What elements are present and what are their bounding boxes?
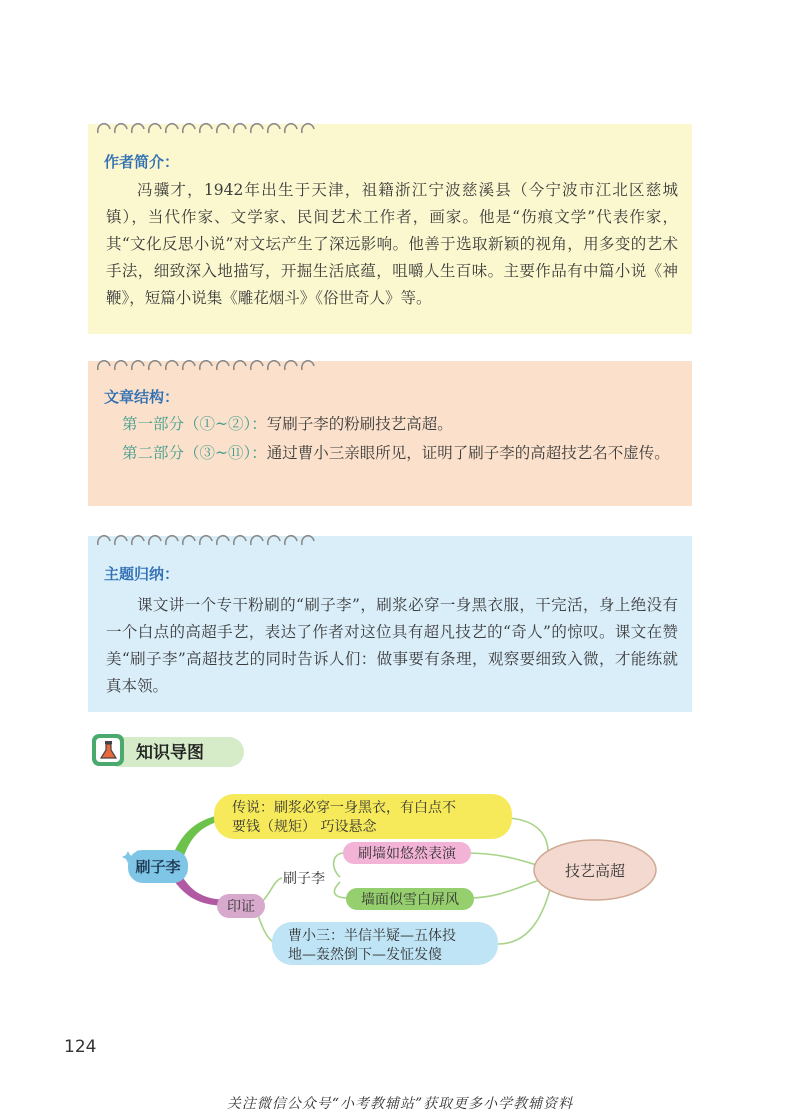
author-intro-heading: 作者简介： — [104, 153, 180, 171]
author-intro-paragraph: 冯骥才，1942年出生于天津，祖籍浙江宁波慈溪县（今宁波市江北区慈城镇），当代作家、文学家、民间艺术工作者，画家。他是“伤痕文学”代表作家，其“文化反思小说”对文坛产生了深远影响。他善于选取新颖的视角，用多变的艺术手法，细致深入地描写，开掘生活底蕴，咀嚼人生百味。主要作品有中篇小说《神鞭》，短篇小说集《雕花烟斗》《俗世奇人》等。 — [106, 181, 678, 307]
part-1-text: 写刷子李的粉刷技艺高超。 — [266, 415, 453, 433]
part-1-label: 第一部分（①~②）： — [122, 415, 267, 433]
skill-node-label: 技艺高超 — [564, 862, 626, 880]
center-node-label: 刷子李 — [135, 858, 181, 876]
caoxiaosan-line-1: 曹小三：半信半疑—五体投 — [288, 928, 456, 944]
structure-heading: 文章结构： — [104, 388, 180, 406]
part-2-label: 第二部分（③~⑪）： — [122, 444, 267, 462]
legend-node-line-1: 传说：刷浆必穿一身黑衣，有白点不 — [232, 800, 456, 816]
sub-top-label: 刷墙如悠然表演 — [358, 846, 456, 862]
footer-note: 关注微信公众号“小考教辅站”获取更多小学教辅资料 — [226, 1096, 574, 1112]
legend-node-line-2: 要钱（规矩） 巧设悬念 — [232, 819, 377, 835]
theme-paragraph: 课文讲一个专干粉刷的“刷子李”，刷浆必穿一身黑衣服，干完活，身上绝没有一个白点的高超手艺，表达了作者对这位具有超凡技艺的“奇人”的惊叹。课文在赞美“刷子李”高超技艺的同时告诉人们：做事要有条理，观察要细致入微，才能练就真本领。 — [106, 596, 678, 695]
page-number: 124 — [64, 1037, 97, 1057]
sub-center-label: 刷子李 — [283, 871, 325, 887]
caoxiaosan-line-2: 地—轰然倒下—发怔发傻 — [288, 947, 442, 963]
part-2-text: 通过曹小三亲眼所见，证明了刷子李的高超技艺名不虚传。 — [266, 444, 670, 462]
proof-node-label: 印证 — [227, 899, 255, 915]
sub-bottom-label: 墙面似雪白屏风 — [361, 892, 459, 908]
theme-heading: 主题归纳： — [104, 565, 180, 583]
knowledge-map-title: 知识导图 — [136, 743, 204, 763]
